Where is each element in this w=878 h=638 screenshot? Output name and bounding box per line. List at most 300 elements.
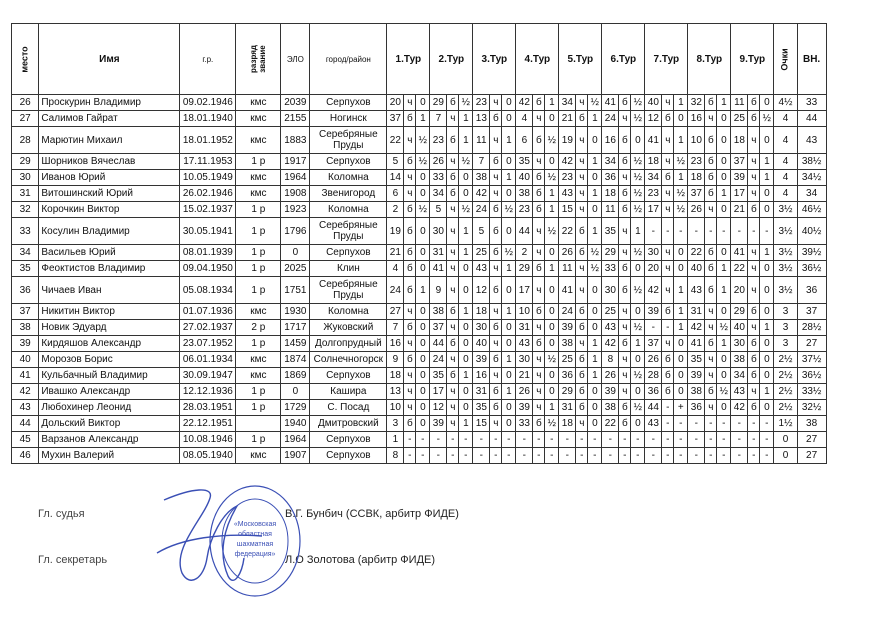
col-elo-header: ЭЛО (281, 24, 310, 95)
round-result: 0 (502, 320, 516, 336)
round-opponent: 37 (430, 320, 447, 336)
round-result: ½ (545, 218, 559, 245)
round-opponent: 20 (731, 277, 748, 304)
tiebreak-cell: 32½ (797, 400, 826, 416)
round-color: ч (662, 202, 674, 218)
round-color: ч (447, 261, 459, 277)
round-color: ч (576, 127, 588, 154)
round-result: 1 (760, 154, 774, 170)
round-color: б (576, 304, 588, 320)
round-color: б (748, 368, 760, 384)
round-opponent: 19 (387, 218, 404, 245)
rank-cell: кмс (236, 368, 281, 384)
round-color: б (404, 416, 416, 432)
place-cell: 36 (12, 277, 39, 304)
round-color: ч (619, 320, 631, 336)
round-color: ч (404, 336, 416, 352)
table-row (12, 186, 827, 202)
round-opponent: 21 (387, 245, 404, 261)
round-color: - (490, 448, 502, 464)
place-cell: 38 (12, 320, 39, 336)
round-opponent: 25 (602, 304, 619, 320)
place-cell: 41 (12, 368, 39, 384)
rank-cell: кмс (236, 448, 281, 464)
round-opponent: 39 (688, 368, 705, 384)
birth-date: 30.05.1941 (180, 218, 236, 245)
round-color: б (533, 202, 545, 218)
round-color: ч (447, 277, 459, 304)
round-color: ч (404, 400, 416, 416)
round-result: ½ (588, 95, 602, 111)
svg-text:областная: областная (238, 531, 272, 538)
round-result: 1 (416, 111, 430, 127)
round-color: ч (447, 111, 459, 127)
round-opponent: 11 (473, 127, 490, 154)
round-color: б (705, 186, 717, 202)
player-name: Марютин Михаил (39, 127, 180, 154)
round-result: ½ (631, 111, 645, 127)
table-row (12, 202, 827, 218)
round-opponent: 23 (688, 154, 705, 170)
player-name: Кирдяшов Александр (39, 336, 180, 352)
elo-cell: 1796 (281, 218, 310, 245)
birth-date: 23.07.1952 (180, 336, 236, 352)
player-name: Иванов Юрий (39, 170, 180, 186)
round-color: б (404, 277, 416, 304)
round-result: - (502, 448, 516, 464)
round-result: 0 (674, 384, 688, 400)
round-result: 0 (717, 400, 731, 416)
points-cell: 2½ (774, 384, 797, 400)
table-row (12, 245, 827, 261)
round-opponent: - (688, 218, 705, 245)
round-result: 0 (674, 261, 688, 277)
round-opponent: - (731, 218, 748, 245)
round-color: ч (533, 277, 545, 304)
round-opponent: 35 (430, 368, 447, 384)
points-cell: 4½ (774, 95, 797, 111)
round-result: 0 (588, 416, 602, 432)
birth-date: 26.02.1946 (180, 186, 236, 202)
round-opponent: 43 (473, 261, 490, 277)
round-color: ч (748, 320, 760, 336)
round-color: б (662, 368, 674, 384)
col-rank-header: разряд звание (236, 24, 281, 95)
table-row (12, 261, 827, 277)
elo-cell: 0 (281, 245, 310, 261)
round-result: ½ (545, 170, 559, 186)
round-opponent: 16 (688, 111, 705, 127)
round-opponent: 20 (645, 261, 662, 277)
rank-cell: 1 р (236, 336, 281, 352)
round-result: 0 (416, 320, 430, 336)
city-cell: Коломна (310, 170, 387, 186)
round-color: - (705, 218, 717, 245)
points-cell: 4 (774, 127, 797, 154)
city-cell: Серпухов (310, 245, 387, 261)
round-result: ½ (416, 154, 430, 170)
player-name: Ивашко Александр (39, 384, 180, 400)
round-color: - (447, 448, 459, 464)
place-cell: 29 (12, 154, 39, 170)
round-opponent: - (645, 320, 662, 336)
city-cell: Ногинск (310, 111, 387, 127)
round-result: - (416, 448, 430, 464)
round-result: - (545, 432, 559, 448)
stamp-inner-text (234, 521, 276, 558)
elo-cell: 1930 (281, 304, 310, 320)
round-color: ч (447, 320, 459, 336)
round-opponent: 10 (387, 400, 404, 416)
rank-cell: 1 р (236, 218, 281, 245)
round-opponent: 34 (430, 186, 447, 202)
round-color: б (447, 368, 459, 384)
round-opponent: 42 (559, 154, 576, 170)
round-result: ½ (674, 186, 688, 202)
round-color: ч (662, 127, 674, 154)
rank-cell: 1 р (236, 400, 281, 416)
round-opponent: 30 (731, 336, 748, 352)
round-opponent: 43 (731, 384, 748, 400)
round-result: 1 (502, 127, 516, 154)
round-result: - (674, 218, 688, 245)
tiebreak-cell: 34 (797, 186, 826, 202)
player-name: Никитин Виктор (39, 304, 180, 320)
round-result: - (674, 448, 688, 464)
player-name: Дольский Виктор (39, 416, 180, 432)
rank-cell: кмс (236, 304, 281, 320)
round-opponent: 39 (602, 384, 619, 400)
round-result: 1 (588, 336, 602, 352)
player-name: Проскурин Владимир (39, 95, 180, 111)
city-cell: Серпухов (310, 432, 387, 448)
results-table (11, 23, 827, 464)
round-result: 0 (631, 261, 645, 277)
birth-date: 15.02.1937 (180, 202, 236, 218)
round-opponent: 10 (516, 304, 533, 320)
round-opponent: 39 (645, 304, 662, 320)
round-result: 1 (760, 384, 774, 400)
round-color: б (576, 368, 588, 384)
place-cell: 37 (12, 304, 39, 320)
round-result: 0 (502, 416, 516, 432)
points-cell: 4 (774, 186, 797, 202)
table-row (12, 277, 827, 304)
elo-cell: 1917 (281, 154, 310, 170)
round-result: ½ (631, 368, 645, 384)
points-cell: 4 (774, 111, 797, 127)
round-opponent: 14 (387, 170, 404, 186)
round-color: ч (748, 277, 760, 304)
round-opponent: 32 (688, 95, 705, 111)
round-opponent: 10 (688, 127, 705, 154)
round-result: 1 (459, 127, 473, 154)
round-color: ч (404, 95, 416, 111)
round-opponent: 23 (559, 170, 576, 186)
rank-cell: кмс (236, 170, 281, 186)
round-result: 0 (760, 277, 774, 304)
table-row (12, 432, 827, 448)
tiebreak-cell: 34½ (797, 170, 826, 186)
round-opponent: 26 (430, 154, 447, 170)
round-opponent: 42 (602, 336, 619, 352)
round-result: - (416, 432, 430, 448)
round-opponent: 43 (559, 186, 576, 202)
round-result: 0 (545, 336, 559, 352)
round-opponent: 31 (516, 320, 533, 336)
round-color: - (576, 448, 588, 464)
round-opponent: 22 (387, 127, 404, 154)
round-color: б (490, 320, 502, 336)
tiebreak-cell: 27 (797, 432, 826, 448)
table-row (12, 448, 827, 464)
round-result: 0 (416, 218, 430, 245)
round-opponent: 38 (602, 400, 619, 416)
round-color: б (619, 202, 631, 218)
round-opponent: 4 (516, 111, 533, 127)
round-color: ч (404, 127, 416, 154)
round-opponent: 2 (516, 245, 533, 261)
table-row (12, 416, 827, 432)
round-color: ч (705, 352, 717, 368)
round-result: 0 (631, 304, 645, 320)
round-result: 0 (545, 304, 559, 320)
round-result: 0 (416, 384, 430, 400)
round-result: ½ (588, 245, 602, 261)
points-cell: 3½ (774, 261, 797, 277)
round-color: б (447, 170, 459, 186)
round-color: б (619, 186, 631, 202)
round-result: 0 (674, 111, 688, 127)
rank-cell: 1 р (236, 261, 281, 277)
tiebreak-cell: 43 (797, 127, 826, 154)
city-cell: Звенигород (310, 186, 387, 202)
round-color: ч (533, 352, 545, 368)
round-color: б (705, 154, 717, 170)
elo-cell: 2155 (281, 111, 310, 127)
round-result: 1 (760, 320, 774, 336)
tiebreak-cell: 38½ (797, 154, 826, 170)
round-opponent: 3 (387, 416, 404, 432)
round-result: 0 (502, 111, 516, 127)
round-opponent: 11 (559, 261, 576, 277)
birth-date: 12.12.1936 (180, 384, 236, 400)
round-result: 0 (760, 400, 774, 416)
round-opponent: - (731, 432, 748, 448)
round-color: ч (748, 261, 760, 277)
round-opponent: 26 (559, 245, 576, 261)
round-opponent: 24 (473, 202, 490, 218)
round-opponent: 38 (516, 186, 533, 202)
round-result: 0 (545, 154, 559, 170)
rank-cell: кмс (236, 352, 281, 368)
round-color: - (662, 416, 674, 432)
round-color: б (576, 384, 588, 400)
tiebreak-cell: 39½ (797, 245, 826, 261)
round-opponent: 30 (645, 245, 662, 261)
round-color: б (404, 245, 416, 261)
round-color: б (576, 352, 588, 368)
round-color: ч (490, 170, 502, 186)
round-color: ч (447, 400, 459, 416)
round-color: ч (576, 170, 588, 186)
round-color: ч (705, 400, 717, 416)
round-opponent: - (430, 432, 447, 448)
place-cell: 28 (12, 127, 39, 154)
player-name: Витошинский Юрий (39, 186, 180, 202)
round-result: 1 (588, 218, 602, 245)
round-result: - (502, 432, 516, 448)
round-color: б (490, 400, 502, 416)
round-color: ч (748, 154, 760, 170)
round-opponent: 36 (559, 368, 576, 384)
round-color: б (490, 154, 502, 170)
round-opponent: 26 (688, 202, 705, 218)
elo-cell: 1874 (281, 352, 310, 368)
tiebreak-cell: 37½ (797, 352, 826, 368)
birth-date: 18.01.1952 (180, 127, 236, 154)
place-cell: 32 (12, 202, 39, 218)
place-cell: 30 (12, 170, 39, 186)
rank-cell: кмс (236, 111, 281, 127)
rank-cell: 1 р (236, 154, 281, 170)
round-opponent: 16 (602, 127, 619, 154)
points-cell: 4 (774, 170, 797, 186)
city-cell: Коломна (310, 202, 387, 218)
round-opponent: 7 (387, 320, 404, 336)
round-result: 0 (760, 186, 774, 202)
round-color: ч (662, 154, 674, 170)
tiebreak-cell: 28½ (797, 320, 826, 336)
round-color: б (447, 127, 459, 154)
rank-cell: 2 р (236, 320, 281, 336)
round-opponent: 15 (559, 202, 576, 218)
points-cell: 3½ (774, 202, 797, 218)
round-result: 0 (674, 352, 688, 368)
chief-secretary-label: Гл. секретарь (38, 554, 108, 566)
round-result: ½ (760, 111, 774, 127)
round-opponent: 35 (473, 400, 490, 416)
round-opponent: 13 (387, 384, 404, 400)
round-color: б (404, 320, 416, 336)
points-cell: 0 (774, 448, 797, 464)
round-color: б (748, 95, 760, 111)
round-opponent: 41 (731, 245, 748, 261)
round-opponent: - (516, 448, 533, 464)
elo-cell: 0 (281, 384, 310, 400)
round-result: 0 (459, 320, 473, 336)
elo-cell: 1964 (281, 170, 310, 186)
round-result: 0 (545, 111, 559, 127)
rank-cell: кмс (236, 127, 281, 154)
round-color: б (662, 304, 674, 320)
round-color: ч (619, 218, 631, 245)
round-result: 1 (674, 320, 688, 336)
round-result: 0 (502, 186, 516, 202)
round-opponent: 12 (645, 111, 662, 127)
round-result: 0 (502, 95, 516, 111)
round-color: б (490, 218, 502, 245)
rank-cell: 1 р (236, 432, 281, 448)
round-result: 0 (459, 277, 473, 304)
round-opponent: 34 (602, 154, 619, 170)
round-color: б (533, 170, 545, 186)
round-result: 1 (717, 95, 731, 111)
round-opponent: 13 (473, 111, 490, 127)
round-color: - (748, 432, 760, 448)
round-opponent: 36 (645, 384, 662, 400)
table-row (12, 127, 827, 154)
round-color: б (533, 304, 545, 320)
round-result: ½ (674, 154, 688, 170)
round-color: б (490, 245, 502, 261)
city-cell: Серебряные Пруды (310, 127, 387, 154)
round-opponent: 42 (516, 95, 533, 111)
round-result: 0 (760, 304, 774, 320)
round-color: б (576, 400, 588, 416)
round-result: 0 (631, 127, 645, 154)
round-color: б (490, 277, 502, 304)
round-color: б (619, 400, 631, 416)
round-color: б (662, 111, 674, 127)
place-cell: 26 (12, 95, 39, 111)
round-header: 6.Тур (602, 24, 645, 95)
round-result: 0 (502, 218, 516, 245)
round-opponent: 17 (430, 384, 447, 400)
round-opponent: 16 (473, 368, 490, 384)
round-opponent: 30 (602, 277, 619, 304)
round-result: 0 (588, 320, 602, 336)
elo-cell: 1923 (281, 202, 310, 218)
round-opponent: 29 (731, 304, 748, 320)
chief-secretary-name: Л.О Золотова (арбитр ФИДЕ) (285, 554, 436, 566)
round-opponent: 38 (731, 352, 748, 368)
round-color: б (533, 336, 545, 352)
round-header: 2.Тур (430, 24, 473, 95)
col-points-header: Очки (774, 24, 797, 95)
round-opponent: 17 (516, 277, 533, 304)
round-opponent: 7 (430, 111, 447, 127)
round-color: ч (576, 154, 588, 170)
rank-cell: кмс (236, 186, 281, 202)
round-result: 1 (588, 352, 602, 368)
round-result: 1 (502, 384, 516, 400)
round-opponent: - (516, 432, 533, 448)
round-result: 0 (588, 277, 602, 304)
round-color: ч (533, 400, 545, 416)
round-result: 0 (717, 304, 731, 320)
round-result: 0 (459, 384, 473, 400)
round-color: - (533, 448, 545, 464)
svg-text:шахматная: шахматная (236, 541, 274, 548)
round-result: - (674, 432, 688, 448)
round-result: 0 (760, 368, 774, 384)
round-header: 7.Тур (645, 24, 688, 95)
place-cell: 42 (12, 384, 39, 400)
round-result: 1 (588, 186, 602, 202)
round-result: 0 (416, 170, 430, 186)
city-cell: Жуковский (310, 320, 387, 336)
round-color: ч (748, 186, 760, 202)
round-color: ч (619, 368, 631, 384)
player-name: Новик Эдуард (39, 320, 180, 336)
round-result: 1 (545, 202, 559, 218)
rank-cell: 1 р (236, 245, 281, 261)
round-result: 1 (545, 261, 559, 277)
round-color: б (533, 416, 545, 432)
round-result: - (459, 448, 473, 464)
round-result: ½ (631, 95, 645, 111)
